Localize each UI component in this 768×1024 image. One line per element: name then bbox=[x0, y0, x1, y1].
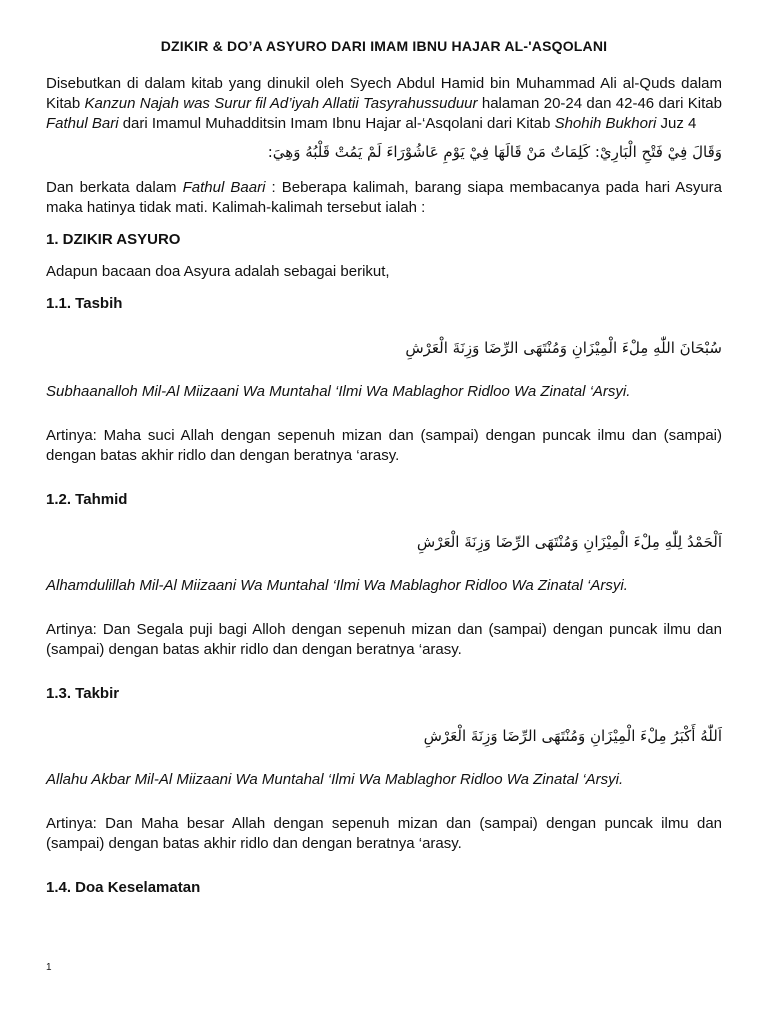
page-title: DZIKIR & DO’A ASYURO DARI IMAM IBNU HAJAR AL-'ASQOLANI bbox=[160, 38, 608, 54]
intro-text-3: dari Imamul Muhadditsin Imam Ibnu Hajar al-‘Asqolani dari Kitab bbox=[118, 115, 555, 132]
arabic-tasbih: سُبْحَانَ اللّٰهِ مِلْءَ الْمِيْزَانِ وَمُنْتَهَى الرِّضَا وَزِنَةَ الْعَرْشِ bbox=[405, 339, 722, 357]
arabic-tahmid: اَلْحَمْدُ لِلّٰهِ مِلْءَ الْمِيْزَانِ وَمُنْتَهَى الرِّضَا وَزِنَةَ الْعَرْشِ bbox=[416, 533, 722, 551]
page-number: 1 bbox=[46, 962, 52, 973]
intro-paragraph bbox=[46, 74, 722, 134]
meaning-takbir: Artinya: Dan Maha besar Allah dengan sepenuh mizan dan (sampai) dengan puncak ilmu dan (sampai) dengan batas akhir ridlo dan dengan beratnya ‘arasy. bbox=[46, 815, 722, 852]
intro-book-title-3: Shohih Bukhori bbox=[554, 115, 657, 132]
fathul-text-2: : Beberapa kalimah, barang siapa membacanya pada hari Asyura maka hatinya tidak mati. Kalimah-kalimah tersebut ialah : bbox=[46, 179, 722, 216]
section-lead: Adapun bacaan doa Asyura adalah sebagai berikut, bbox=[46, 263, 390, 280]
fathul-book-title: Fathul Baari bbox=[182, 179, 266, 196]
translit-tahmid: Alhamdulillah Mil-Al Miizaani Wa Muntahal ‘Ilmi Wa Mablaghor Ridloo Wa Zinatal ‘Arsyi. bbox=[46, 577, 628, 594]
fathul-text-1: Dan berkata dalam bbox=[46, 179, 183, 196]
intro-text-2: halaman 20-24 dan 42-46 dari Kitab bbox=[477, 95, 722, 112]
fathul-paragraph bbox=[46, 178, 722, 218]
meaning-tahmid: Artinya: Dan Segala puji bagi Alloh dengan sepenuh mizan dan (sampai) dengan puncak ilmu dan (sampai) dengan batas akhir ridlo dan dengan beratnya ‘arasy. bbox=[46, 621, 722, 658]
document-page bbox=[46, 38, 722, 898]
subsection-heading-tasbih: 1.1. Tasbih bbox=[46, 295, 123, 312]
section-heading-dzikir: 1. DZIKIR ASYURO bbox=[46, 231, 181, 248]
translit-tasbih: Subhaanalloh Mil-Al Miizaani Wa Muntahal ‘Ilmi Wa Mablaghor Ridloo Wa Zinatal ‘Arsyi. bbox=[46, 383, 631, 400]
subsection-heading-tahmid: 1.2. Tahmid bbox=[46, 491, 128, 508]
intro-book-title-2: Fathul Bari bbox=[46, 115, 119, 132]
intro-text-4: Juz 4 bbox=[656, 115, 697, 132]
translit-takbir: Allahu Akbar Mil-Al Miizaani Wa Muntahal ‘Ilmi Wa Mablaghor Ridloo Wa Zinatal ‘Arsyi. bbox=[46, 771, 624, 788]
subsection-heading-takbir: 1.3. Takbir bbox=[46, 685, 120, 702]
intro-text-1: Disebutkan di dalam kitab yang dinukil oleh Syech Abdul Hamid bin Muhammad Ali al-Quds dalam Kitab bbox=[46, 75, 722, 112]
arabic-intro: وَقَالَ فِيْ فَتْحِ الْبَارِيْ: كَلِمَاتٌ مَنْ قَالَهَا فِيْ يَوْمِ عَاشُوْرَاءَ لَمْ يَمُتْ قَلْبُهُ وَهِيَ: bbox=[267, 143, 722, 161]
subsection-heading-doa: 1.4. Doa Keselamatan bbox=[46, 879, 201, 896]
meaning-tasbih: Artinya: Maha suci Allah dengan sepenuh mizan dan (sampai) dengan puncak ilmu dan (sampai) dengan batas akhir ridlo dan dengan beratnya ‘arasy. bbox=[46, 427, 722, 464]
arabic-takbir: اَللّٰهُ أَكْبَرُ مِلْءَ الْمِيْزَانِ وَمُنْتَهَى الرِّضَا وَزِنَةَ الْعَرْشِ bbox=[423, 727, 722, 745]
intro-book-title-1: Kanzun Najah was Surur fil Ad’iyah Allatii Tasyrahussuduur bbox=[84, 95, 478, 112]
